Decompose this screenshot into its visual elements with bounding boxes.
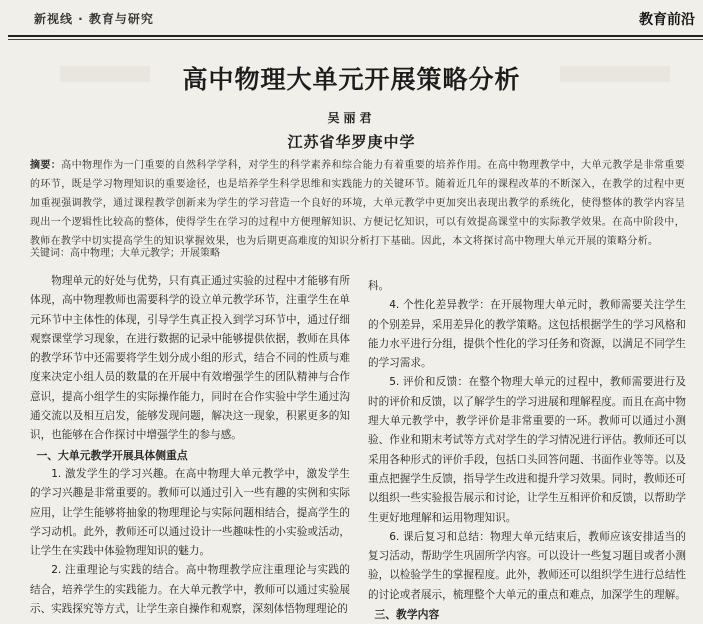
paragraph: 物理单元的好处与优势，只有真正通过实验的过程中才能够有所体现，高中物理教师也需要科学的设立单元教学环节，注重学生在单元环节中主体性的体现，引导学生真正投入到学习环节中，通过仔细观察课堂学习现象，在进行数据的记录中能够提供依据，教师在具体的教学环节中还需要将学生划分成小组的形式，结合不同的性质与难度来决定小组人员的数量的在开展中有效增强学生的团队精神与合作意识，提高小组学生的实际操作能力，同时在合作实验中学生通过沟通交流以及相互启发，能够发现问题，解决这一现象，积累更多的知识，也能够在合作探讨中增强学生的参与感。 — [30, 275, 350, 442]
abstract-label: 摘要： — [30, 160, 62, 171]
paragraph: 5. 评价和反馈：在整个物理大单元的过程中，教师需要进行及时的评价和反馈，以了解学生的学习进展和理解程度。而且在高中物理大单元教学中，教学评价是非常重要的一环。教师可以通过小测验、作业和期末考试等方式对学生的学习情况进行评估。教师还可以采用各种形式的评价手段，包括口头回答问题、书面作业等等。以及重点把握学生反馈，指导学生改进和提升学习效果。同时，教师还可以组织一些实验报告展示和讨论，让学生互相评价和反馈，以帮助学生更好地理解和运用物理知识。 — [368, 376, 686, 524]
keywords: 关键词：高中物理；大单元教学；开展策略 — [30, 248, 220, 259]
paragraph: 6. 课后复习和总结：物理大单元结束后，教师应该安排适当的复习活动，帮助学生巩固所学内容。可以设计一些复习题目或者小测验，以检验学生的掌握程度。此外，教师还可以组织学生进行总结性的讨论或者展示，梳理整个大单元的重点和难点，加深学生的理解。 — [368, 530, 686, 601]
paragraph: 1. 激发学生的学习兴趣。在高中物理大单元教学中，激发学生的学习兴趣是非常重要的。教师可以通过引入一些有趣的实例和实际应用，让学生能够将抽象的物理理论与实际问题相结合，提高学生的学习动机。此外，教师还可以通过设计一些趣味性的小实验或活动，让学生在实践中体验物理知识的魅力。 — [30, 467, 350, 558]
paragraph: 4. 个性化差异教学：在开展物理大单元时，教师需要关注学生的个别差异，采用差异化的教学策略。这包括根据学生的学习风格和能力水平进行分组，提供个性化的学习任务和资源，以满足不同学生的学习需求。 — [368, 299, 686, 370]
paragraph: 2. 注重理论与实践的结合。高中物理教学应注重理论与实践的结合，培养学生的实践能力。在大单元教学中，教师可以通过实验展示、实践探究等方式，让学生亲自操作和观察，深刻体悟物理理论的 — [30, 564, 350, 616]
article-author: 吴丽君 — [327, 111, 376, 125]
journal-section-label: 新视线 · 教育与研究 — [34, 12, 154, 26]
section-heading: 三、教学内容 — [374, 608, 440, 622]
body-column-left — [30, 272, 350, 619]
abstract — [30, 156, 685, 251]
abstract-text: 高中物理作为一门重要的自然科学学科，对学生的科学素养和综合能力有着重要的培养作用。在高中物理教学中，大单元教学是非常重要的环节，既是学习物理知识的重要途径，也是培养学生科学思维和实践能力的关键环节。随着近几年的课程改革的不断深入，在教学的过程中更加重视强调教学，通过课程教学创新来为学生的学习营造一个良好的环境，大单元教学中更加突出表现出教学的系统化，使得整体的教学内容呈现出一个逻辑性比较高的整体，使得学生在学习的过程中方便理解知识、方便记忆知识，可以有效提高课堂中的实际教学效果。在高中阶段中，教师在教学中切实提高学生的知识掌握效果，也为后期更高难度的知识分析打下基础。因此，本文将探讨高中物理大单元开展的策略分析。 — [30, 160, 686, 247]
page-header — [0, 0, 703, 36]
paragraph-continuation: 科。 — [368, 280, 390, 292]
author-affiliation: 江苏省华罗庚中学 — [287, 133, 416, 151]
article-title: 高中物理大单元开展策略分析 — [182, 65, 521, 94]
section-heading: 一、大单元教学开展具体侧重点 — [36, 448, 188, 462]
header-rule-thick — [8, 35, 703, 37]
header-rule-thin — [8, 39, 703, 40]
column-name-label: 教育前沿 — [639, 12, 695, 28]
body-column-right — [368, 277, 686, 624]
